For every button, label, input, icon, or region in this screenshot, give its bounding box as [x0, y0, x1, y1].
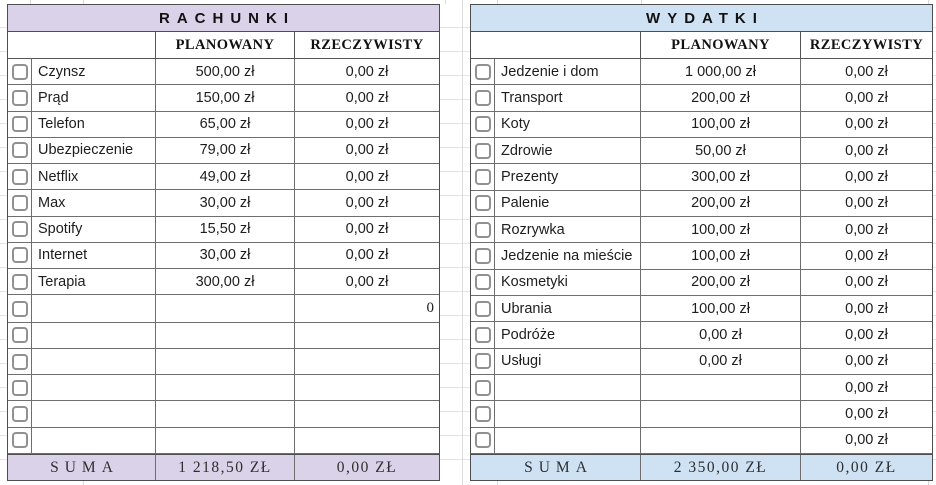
planned-amount-cell[interactable]: 100,00 zł	[641, 217, 801, 242]
row-checkbox[interactable]	[475, 248, 491, 264]
bill-row	[8, 112, 439, 138]
actual-amount-cell[interactable]: 0,00 zł	[845, 142, 888, 159]
row-checkbox[interactable]	[475, 169, 491, 185]
item-name-cell[interactable]: Ubrania	[495, 296, 641, 321]
actual-amount-cell[interactable]: 0,00 zł	[345, 63, 389, 80]
rachunki-suma-actual: 0,00 ZŁ	[336, 458, 398, 476]
item-name-cell[interactable]: Palenie	[495, 191, 641, 216]
checkbox-cell	[471, 112, 495, 137]
checkbox-cell	[8, 190, 32, 215]
checkbox-cell	[8, 323, 32, 348]
planned-amount-cell[interactable]: 0,00 zł	[641, 322, 801, 347]
item-name-cell[interactable]: Prezenty	[495, 164, 641, 189]
item-name-cell[interactable]	[32, 295, 156, 321]
sheet-gridline-sliver-bottom	[0, 481, 936, 485]
item-name-cell[interactable]: Spotify	[32, 217, 156, 242]
planned-amount-cell[interactable]: 79,00 zł	[156, 138, 295, 163]
item-name-cell[interactable]: Transport	[495, 85, 641, 110]
row-checkbox[interactable]	[12, 221, 28, 237]
planned-amount-cell[interactable]: 200,00 zł	[641, 191, 801, 216]
checkbox-cell	[8, 138, 32, 163]
planned-amount-cell[interactable]: 300,00 zł	[641, 164, 801, 189]
actual-amount-cell[interactable]: 0,00 zł	[345, 142, 389, 159]
planned-amount-cell[interactable]: 15,50 zł	[156, 217, 295, 242]
checkbox-cell	[471, 191, 495, 216]
row-checkbox[interactable]	[12, 301, 28, 317]
item-name-cell[interactable]	[32, 323, 156, 348]
expense-row	[471, 428, 932, 454]
rachunki-title: RACHUNKI	[8, 5, 439, 32]
row-checkbox[interactable]	[475, 195, 491, 211]
rachunki-table	[7, 4, 440, 481]
item-name-cell[interactable]	[32, 401, 156, 426]
actual-amount-cell[interactable]: 0,00 zł	[845, 405, 888, 422]
planned-amount-cell[interactable]: 100,00 zł	[641, 112, 801, 137]
row-checkbox[interactable]	[12, 247, 28, 263]
wydatki-rows	[471, 59, 932, 454]
row-checkbox[interactable]	[12, 432, 28, 448]
checkbox-cell	[8, 401, 32, 426]
planned-amount-cell[interactable]	[641, 375, 801, 400]
row-checkbox[interactable]	[475, 406, 491, 422]
wydatki-suma-actual: 0,00 ZŁ	[836, 458, 897, 476]
checkbox-cell	[8, 269, 32, 294]
wydatki-suma-planned: 2 350,00 ZŁ	[641, 455, 801, 480]
row-checkbox[interactable]	[12, 116, 28, 132]
row-checkbox[interactable]	[475, 274, 491, 290]
item-name-cell[interactable]: Max	[32, 190, 156, 215]
actual-amount-cell[interactable]: 0,00 zł	[345, 221, 389, 238]
planned-amount-cell[interactable]: 0,00 zł	[641, 349, 801, 374]
expense-row	[471, 59, 932, 85]
actual-amount-cell[interactable]	[295, 349, 439, 374]
actual-amount-cell[interactable]: 0,00 zł	[845, 63, 888, 80]
checkbox-cell	[8, 85, 32, 110]
wydatki-header-planned: PLANOWANY	[641, 32, 801, 58]
item-name-cell[interactable]: Kosmetyki	[495, 270, 641, 295]
planned-amount-cell[interactable]: 300,00 zł	[156, 269, 295, 294]
planned-amount-cell[interactable]: 100,00 zł	[641, 296, 801, 321]
expense-row	[471, 401, 932, 427]
row-checkbox[interactable]	[12, 274, 28, 290]
rachunki-header-row	[8, 32, 439, 59]
wydatki-suma-row	[471, 454, 932, 480]
item-name-cell[interactable]: Jedzenie na mieście	[495, 243, 641, 268]
item-name-cell[interactable]: Podróże	[495, 322, 641, 347]
expense-row	[471, 243, 932, 269]
row-checkbox[interactable]	[475, 90, 491, 106]
row-checkbox[interactable]	[12, 406, 28, 422]
planned-amount-cell[interactable]: 500,00 zł	[156, 59, 295, 84]
checkbox-cell	[8, 112, 32, 137]
rachunki-suma-label: SUMA	[8, 455, 156, 480]
item-name-cell[interactable]	[495, 428, 641, 453]
item-name-cell[interactable]	[495, 401, 641, 426]
sheet-gap-column	[440, 4, 470, 481]
row-checkbox[interactable]	[475, 143, 491, 159]
actual-amount-cell[interactable]: 0,00 zł	[845, 221, 888, 238]
checkbox-cell	[8, 59, 32, 84]
actual-amount-cell[interactable]: 0,00 zł	[345, 247, 389, 264]
expense-row	[471, 85, 932, 111]
row-checkbox[interactable]	[12, 142, 28, 158]
planned-amount-cell[interactable]	[641, 428, 801, 453]
bill-row	[8, 269, 439, 295]
expense-row	[471, 270, 932, 296]
actual-amount-cell[interactable]: 0,00 zł	[845, 195, 888, 212]
checkbox-cell	[8, 217, 32, 242]
planned-amount-cell[interactable]	[156, 375, 295, 400]
row-checkbox[interactable]	[12, 327, 28, 343]
planned-amount-cell[interactable]: 65,00 zł	[156, 112, 295, 137]
item-name-cell[interactable]: Czynsz	[32, 59, 156, 84]
actual-amount-cell[interactable]: 0	[426, 300, 434, 317]
wydatki-title: WYDATKI	[471, 5, 932, 32]
bill-row	[8, 375, 439, 401]
checkbox-cell	[471, 164, 495, 189]
item-name-cell[interactable]	[32, 428, 156, 453]
bill-row	[8, 323, 439, 349]
actual-amount-cell[interactable]: 0,00 zł	[845, 353, 888, 370]
wydatki-suma-label: SUMA	[471, 455, 641, 480]
row-checkbox[interactable]	[12, 90, 28, 106]
wydatki-table	[470, 4, 933, 481]
actual-amount-cell[interactable]: 0,00 zł	[845, 116, 888, 133]
checkbox-cell	[471, 375, 495, 400]
actual-amount-cell[interactable]: 0,00 zł	[345, 168, 389, 185]
planned-amount-cell[interactable]	[156, 428, 295, 453]
actual-amount-cell[interactable]	[295, 428, 439, 453]
rachunki-rows	[8, 59, 439, 454]
bill-row	[8, 295, 439, 322]
bill-row	[8, 164, 439, 190]
row-checkbox[interactable]	[475, 64, 491, 80]
planned-amount-cell[interactable]	[156, 295, 295, 321]
checkbox-cell	[471, 85, 495, 110]
checkbox-cell	[471, 243, 495, 268]
bill-row	[8, 243, 439, 269]
checkbox-cell	[8, 375, 32, 400]
bill-row	[8, 349, 439, 375]
item-name-cell[interactable]	[495, 375, 641, 400]
row-checkbox[interactable]	[475, 116, 491, 132]
planned-amount-cell[interactable]: 1 000,00 zł	[641, 59, 801, 84]
checkbox-cell	[8, 243, 32, 268]
rachunki-suma-row	[8, 454, 439, 480]
checkbox-cell	[471, 138, 495, 163]
row-checkbox[interactable]	[12, 354, 28, 370]
expense-row	[471, 164, 932, 190]
actual-amount-cell[interactable]: 0,00 zł	[845, 168, 888, 185]
row-checkbox[interactable]	[12, 195, 28, 211]
actual-amount-cell[interactable]: 0,00 zł	[845, 247, 888, 264]
sheet-gridline-sliver-left	[0, 4, 7, 481]
planned-amount-cell[interactable]: 150,00 zł	[156, 85, 295, 110]
bill-row	[8, 401, 439, 427]
row-checkbox[interactable]	[12, 380, 28, 396]
checkbox-cell	[8, 349, 32, 374]
checkbox-cell	[471, 296, 495, 321]
checkbox-cell	[8, 428, 32, 453]
row-checkbox[interactable]	[12, 64, 28, 80]
bill-row	[8, 190, 439, 216]
actual-amount-cell[interactable]	[295, 375, 439, 400]
planned-amount-cell[interactable]	[156, 349, 295, 374]
row-checkbox[interactable]	[475, 353, 491, 369]
actual-amount-cell[interactable]: 0,00 zł	[845, 89, 888, 106]
planned-amount-cell[interactable]	[156, 401, 295, 426]
expense-row	[471, 296, 932, 322]
actual-amount-cell[interactable]: 0,00 zł	[845, 274, 888, 291]
row-checkbox[interactable]	[12, 169, 28, 185]
checkbox-cell	[471, 322, 495, 347]
item-name-cell[interactable]	[32, 375, 156, 400]
checkbox-cell	[8, 295, 32, 321]
rachunki-suma-planned: 1 218,50 ZŁ	[156, 455, 295, 480]
item-name-cell[interactable]: Usługi	[495, 349, 641, 374]
wydatki-header-spacer	[471, 32, 641, 58]
expense-row	[471, 217, 932, 243]
expense-row	[471, 191, 932, 217]
bill-row	[8, 85, 439, 111]
checkbox-cell	[471, 428, 495, 453]
actual-amount-cell[interactable]	[295, 401, 439, 426]
expense-row	[471, 349, 932, 375]
checkbox-cell	[471, 349, 495, 374]
item-name-cell[interactable]: Zdrowie	[495, 138, 641, 163]
item-name-cell[interactable]	[32, 349, 156, 374]
actual-amount-cell[interactable]: 0,00 zł	[845, 300, 888, 317]
actual-amount-cell[interactable]: 0,00 zł	[845, 379, 888, 396]
bill-row	[8, 59, 439, 85]
row-checkbox[interactable]	[475, 222, 491, 238]
item-name-cell[interactable]: Ubezpieczenie	[32, 138, 156, 163]
planned-amount-cell[interactable]: 200,00 zł	[641, 85, 801, 110]
planned-amount-cell[interactable]: 49,00 zł	[156, 164, 295, 189]
actual-amount-cell[interactable]: 0,00 zł	[345, 273, 389, 290]
item-name-cell[interactable]: Netflix	[32, 164, 156, 189]
planned-amount-cell[interactable]: 50,00 zł	[641, 138, 801, 163]
row-checkbox[interactable]	[475, 301, 491, 317]
actual-amount-cell[interactable]: 0,00 zł	[345, 194, 389, 211]
planned-amount-cell[interactable]	[641, 401, 801, 426]
expense-row	[471, 375, 932, 401]
actual-amount-cell[interactable]: 0,00 zł	[345, 116, 389, 133]
item-name-cell[interactable]: Internet	[32, 243, 156, 268]
planned-amount-cell[interactable]: 30,00 zł	[156, 190, 295, 215]
actual-amount-cell[interactable]: 0,00 zł	[345, 89, 389, 106]
item-name-cell[interactable]: Telefon	[32, 112, 156, 137]
checkbox-cell	[471, 270, 495, 295]
actual-amount-cell[interactable]	[295, 323, 439, 348]
actual-amount-cell[interactable]: 0,00 zł	[845, 432, 888, 449]
row-checkbox[interactable]	[475, 327, 491, 343]
expense-row	[471, 322, 932, 348]
planned-amount-cell[interactable]: 200,00 zł	[641, 270, 801, 295]
actual-amount-cell[interactable]: 0,00 zł	[845, 326, 888, 343]
wydatki-header-actual: RZECZYWISTY	[809, 36, 924, 53]
item-name-cell[interactable]: Terapia	[32, 269, 156, 294]
bill-row	[8, 138, 439, 164]
rachunki-header-spacer	[8, 32, 156, 58]
checkbox-cell	[471, 59, 495, 84]
bill-row	[8, 217, 439, 243]
planned-amount-cell[interactable]: 100,00 zł	[641, 243, 801, 268]
item-name-cell[interactable]: Jedzenie i dom	[495, 59, 641, 84]
planned-amount-cell[interactable]	[156, 323, 295, 348]
item-name-cell[interactable]: Koty	[495, 112, 641, 137]
expense-row	[471, 138, 932, 164]
row-checkbox[interactable]	[475, 380, 491, 396]
expense-row	[471, 112, 932, 138]
checkbox-cell	[8, 164, 32, 189]
checkbox-cell	[471, 217, 495, 242]
rachunki-header-planned: PLANOWANY	[156, 32, 295, 58]
item-name-cell[interactable]: Prąd	[32, 85, 156, 110]
wydatki-header-row	[471, 32, 932, 59]
rachunki-header-actual: RZECZYWISTY	[310, 36, 424, 53]
row-checkbox[interactable]	[475, 432, 491, 448]
bill-row	[8, 428, 439, 454]
item-name-cell[interactable]: Rozrywka	[495, 217, 641, 242]
checkbox-cell	[471, 401, 495, 426]
planned-amount-cell[interactable]: 30,00 zł	[156, 243, 295, 268]
